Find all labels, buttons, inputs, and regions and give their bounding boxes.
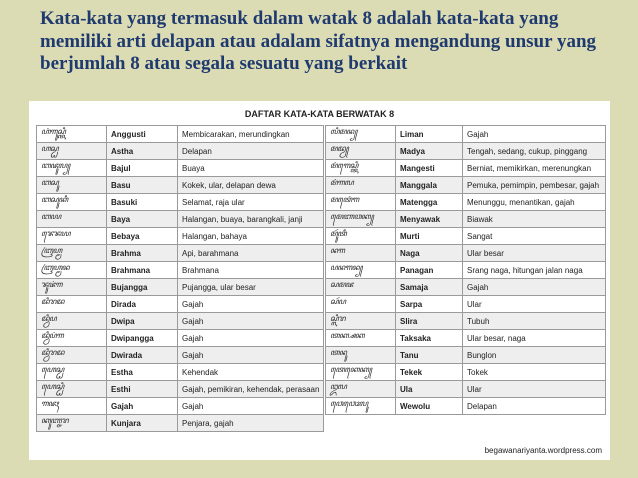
- meaning-cell: Pujangga, ular besar: [178, 279, 324, 296]
- meaning-cell: Bunglon: [463, 347, 606, 364]
- word-cell: Panagan: [396, 262, 463, 279]
- javanese-script-cell: ꦠꦤꦸ: [326, 347, 396, 364]
- table-row: [37, 245, 324, 262]
- meaning-cell: Gajah, pemikiran, kehendak, perasaan: [178, 381, 324, 398]
- javanese-script-cell: ꦢ꧀ꦮꦶꦥ: [37, 313, 107, 330]
- word-cell: Basu: [107, 177, 178, 194]
- word-cell: Menyawak: [396, 211, 463, 228]
- word-cell: Astha: [107, 143, 178, 160]
- meaning-cell: Ular besar, naga: [463, 330, 606, 347]
- meaning-cell: Gajah: [463, 126, 606, 143]
- meaning-cell: Api, barahmana: [178, 245, 324, 262]
- table-row: [37, 143, 324, 160]
- word-cell: Bebaya: [107, 228, 178, 245]
- javanese-script-cell: ꦲꦺꦱ꧀ꦛꦶ: [37, 381, 107, 398]
- table-row: [37, 347, 324, 364]
- word-cell: Anggusti: [107, 126, 178, 143]
- meaning-cell: Kokek, ular, delapan dewa: [178, 177, 324, 194]
- word-cell: Murti: [396, 228, 463, 245]
- table-row: [326, 313, 606, 330]
- word-cell: Dwipangga: [107, 330, 178, 347]
- meaning-cell: Srang naga, hitungan jalan naga: [463, 262, 606, 279]
- word-table-left: [36, 125, 324, 432]
- javanese-script-cell: ꦲꦺꦱ꧀ꦛ: [37, 364, 107, 381]
- word-cell: Madya: [396, 143, 463, 160]
- word-cell: Basuki: [107, 194, 178, 211]
- word-cell: Slira: [396, 313, 463, 330]
- word-cell: Bujangga: [107, 279, 178, 296]
- word-cell: Bajul: [107, 160, 178, 177]
- meaning-cell: Halangan, buaya, barangkali, janji: [178, 211, 324, 228]
- word-cell: Tekek: [396, 364, 463, 381]
- javanese-script-cell: ꦲꦁꦒꦸꦱ꧀ꦠꦶ: [37, 126, 107, 143]
- javanese-script-cell: ꦧꦿꦲ꧀ꦩꦤ: [37, 262, 107, 279]
- table-row: [326, 211, 606, 228]
- javanese-script-cell: ꦩꦁꦒꦭ: [326, 177, 396, 194]
- table-row: [37, 398, 324, 415]
- meaning-cell: Penjara, gajah: [178, 415, 324, 432]
- javanese-script-cell: ꦲꦱ꧀ꦛ: [37, 143, 107, 160]
- meaning-cell: Menunggu, menantikan, gajah: [463, 194, 606, 211]
- meaning-cell: Selamat, raja ular: [178, 194, 324, 211]
- javanese-script-cell: ꦒꦗꦃ: [37, 398, 107, 415]
- meaning-cell: Ular: [463, 381, 606, 398]
- table-row: [326, 245, 606, 262]
- javanese-script-cell: ꦧꦪ: [37, 211, 107, 228]
- table-row: [326, 194, 606, 211]
- javanese-script-cell: ꦩꦺꦚꦮꦏ꧀: [326, 211, 396, 228]
- javanese-script-cell: ꦮꦺꦮꦺꦴꦭꦸ: [326, 398, 396, 415]
- javanese-script-cell: ꦈꦭ: [326, 381, 396, 398]
- javanese-script-cell: ꦱꦂꦥ: [326, 296, 396, 313]
- table-row: [37, 160, 324, 177]
- javanese-script-cell: ꦢ꧀ꦮꦶꦥꦁꦒ: [37, 330, 107, 347]
- javanese-script-cell: ꦤꦒ: [326, 245, 396, 262]
- javanese-script-cell: ꦠꦺꦏꦺꦏ꧀: [326, 364, 396, 381]
- meaning-cell: Gajah: [178, 330, 324, 347]
- meaning-cell: Tubuh: [463, 313, 606, 330]
- meaning-cell: Halangan, bahaya: [178, 228, 324, 245]
- word-cell: Liman: [396, 126, 463, 143]
- meaning-cell: Pemuka, pemimpin, pembesar, gajah: [463, 177, 606, 194]
- meaning-cell: Brahmana: [178, 262, 324, 279]
- meaning-cell: Gajah: [178, 398, 324, 415]
- table-row: [37, 211, 324, 228]
- word-cell: Estha: [107, 364, 178, 381]
- table-row: [326, 228, 606, 245]
- javanese-script-cell: ꦩꦸꦂꦠꦶ: [326, 228, 396, 245]
- word-cell: Dwipa: [107, 313, 178, 330]
- word-cell: Mangesti: [396, 160, 463, 177]
- word-list-sheet: [29, 101, 610, 460]
- meaning-cell: Delapan: [463, 398, 606, 415]
- meaning-cell: Gajah: [178, 296, 324, 313]
- javanese-script-cell: ꦱꦩꦗ: [326, 279, 396, 296]
- javanese-script-cell: ꦨꦺꦨꦪ: [37, 228, 107, 245]
- word-cell: Esthi: [107, 381, 178, 398]
- table-row: [326, 262, 606, 279]
- word-cell: Dwirada: [107, 347, 178, 364]
- table-row: [37, 279, 324, 296]
- word-cell: Samaja: [396, 279, 463, 296]
- meaning-cell: Sangat: [463, 228, 606, 245]
- table-row: [326, 347, 606, 364]
- word-cell: Taksaka: [396, 330, 463, 347]
- word-table-right: [325, 125, 606, 415]
- meaning-cell: Gajah: [463, 279, 606, 296]
- table-row: [326, 143, 606, 160]
- word-cell: Ula: [396, 381, 463, 398]
- word-cell: Wewolu: [396, 398, 463, 415]
- table-row: [37, 126, 324, 143]
- page-heading: Kata-kata yang termasuk dalam watak 8 adalah kata-kata yang memiliki arti delapan atau adalam sifatnya mengandung unsur yang berjumlah 8 atau segala sesuatu yang berkait: [40, 8, 597, 74]
- javanese-script-cell: ꦧꦿꦲ꧀ꦩ: [37, 245, 107, 262]
- meaning-cell: Buaya: [178, 160, 324, 177]
- javanese-script-cell: ꦢꦶꦫꦢ: [37, 296, 107, 313]
- table-row: [326, 160, 606, 177]
- javanese-script-cell: ꦩꦠꦺꦁꦒ: [326, 194, 396, 211]
- source-credit: begawanariyanta.wordpress.com: [484, 446, 602, 455]
- table-row: [37, 313, 324, 330]
- meaning-cell: Ular: [463, 296, 606, 313]
- table-row: [37, 177, 324, 194]
- word-cell: Kunjara: [107, 415, 178, 432]
- table-row: [326, 296, 606, 313]
- javanese-script-cell: ꦠꦏ꧀ꦱꦏ: [326, 330, 396, 347]
- table-row: [37, 228, 324, 245]
- javanese-script-cell: ꦩꦢꦾ: [326, 143, 396, 160]
- table-row: [37, 262, 324, 279]
- javanese-script-cell: ꦨꦸꦗꦁꦒ: [37, 279, 107, 296]
- table-row: [37, 296, 324, 313]
- table-row: [37, 415, 324, 432]
- word-cell: Brahmana: [107, 262, 178, 279]
- javanese-script-cell: ꦩꦁꦒꦺꦱ꧀ꦠꦶ: [326, 160, 396, 177]
- word-cell: Brahma: [107, 245, 178, 262]
- table-row: [326, 381, 606, 398]
- javanese-script-cell: ꦧꦱꦸꦏꦶ: [37, 194, 107, 211]
- word-cell: Tanu: [396, 347, 463, 364]
- meaning-cell: Gajah: [178, 313, 324, 330]
- meaning-cell: Membicarakan, merundingkan: [178, 126, 324, 143]
- javanese-script-cell: ꦱ꧀ꦭꦶꦫ: [326, 313, 396, 330]
- table-row: [326, 364, 606, 381]
- javanese-script-cell: ꦧꦱꦸ: [37, 177, 107, 194]
- table-row: [37, 364, 324, 381]
- javanese-script-cell: ꦢ꧀ꦮꦶꦫꦢ: [37, 347, 107, 364]
- word-cell: Matengga: [396, 194, 463, 211]
- meaning-cell: Tokek: [463, 364, 606, 381]
- word-cell: Manggala: [396, 177, 463, 194]
- table-row: [326, 398, 606, 415]
- javanese-script-cell: ꦏꦸꦚ꧀ꦗꦫ: [37, 415, 107, 432]
- table-row: [37, 381, 324, 398]
- meaning-cell: Biawak: [463, 211, 606, 228]
- sheet-title: DAFTAR KATA-KATA BERWATAK 8: [244, 109, 395, 119]
- table-row: [37, 330, 324, 347]
- word-cell: Baya: [107, 211, 178, 228]
- javanese-script-cell: ꦭꦶꦩꦤ꧀: [326, 126, 396, 143]
- table-row: [326, 279, 606, 296]
- table-row: [326, 177, 606, 194]
- word-cell: Naga: [396, 245, 463, 262]
- table-row: [326, 126, 606, 143]
- javanese-script-cell: ꦧꦗꦸꦭ꧀: [37, 160, 107, 177]
- meaning-cell: Berniat, memikirkan, merenungkan: [463, 160, 606, 177]
- table-row: [37, 194, 324, 211]
- meaning-cell: Tengah, sedang, cukup, pinggang: [463, 143, 606, 160]
- word-cell: Sarpa: [396, 296, 463, 313]
- meaning-cell: Gajah: [178, 347, 324, 364]
- meaning-cell: Ular besar: [463, 245, 606, 262]
- meaning-cell: Delapan: [178, 143, 324, 160]
- meaning-cell: Kehendak: [178, 364, 324, 381]
- javanese-script-cell: ꦥꦤꦒꦤ꧀: [326, 262, 396, 279]
- table-row: [326, 330, 606, 347]
- word-cell: Dirada: [107, 296, 178, 313]
- word-cell: Gajah: [107, 398, 178, 415]
